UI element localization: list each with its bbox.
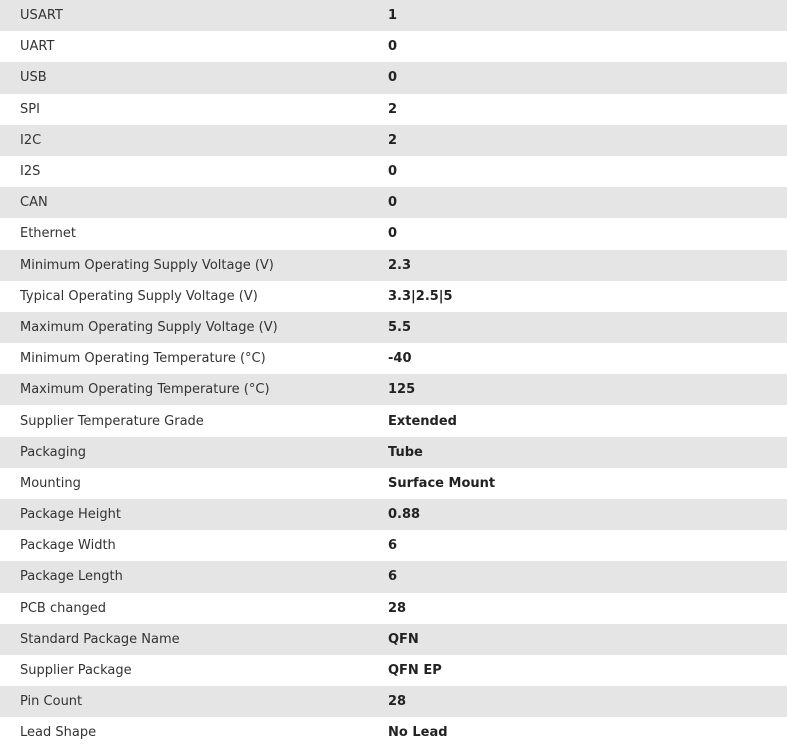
spec-row	[0, 281, 787, 312]
spec-row	[0, 686, 787, 717]
spec-value: 0	[388, 195, 398, 211]
spec-row	[0, 218, 787, 249]
spec-name: Maximum Operating Supply Voltage (V)	[20, 319, 278, 335]
spec-value: 5.5	[388, 319, 412, 335]
spec-value: 0.88	[388, 507, 421, 523]
spec-value: 125	[388, 382, 416, 398]
spec-name: Typical Operating Supply Voltage (V)	[20, 288, 258, 304]
spec-row	[0, 468, 787, 499]
spec-row	[0, 187, 787, 218]
spec-name: Package Width	[20, 538, 116, 554]
spec-name: Minimum Operating Supply Voltage (V)	[20, 257, 274, 273]
spec-row	[0, 0, 787, 31]
spec-value: 0	[388, 39, 398, 55]
spec-name: Maximum Operating Temperature (°C)	[20, 382, 270, 398]
spec-value: Surface Mount	[388, 475, 496, 491]
spec-row	[0, 405, 787, 436]
spec-row	[0, 624, 787, 655]
spec-value: -40	[388, 351, 412, 367]
spec-row	[0, 156, 787, 187]
spec-name: CAN	[20, 195, 48, 211]
spec-row	[0, 31, 787, 62]
spec-name: Pin Count	[20, 694, 83, 710]
spec-name: Package Height	[20, 507, 121, 523]
spec-row	[0, 530, 787, 561]
spec-row	[0, 593, 787, 624]
spec-name: Lead Shape	[20, 725, 97, 741]
spec-value: 0	[388, 164, 398, 180]
spec-row	[0, 343, 787, 374]
spec-row	[0, 374, 787, 405]
spec-value: QFN	[388, 631, 419, 647]
spec-name: SPI	[20, 101, 40, 117]
spec-name: USB	[20, 70, 47, 86]
spec-row	[0, 499, 787, 530]
spec-value: 2.3	[388, 257, 412, 273]
spec-name: Standard Package Name	[20, 631, 180, 647]
spec-value: 0	[388, 70, 398, 86]
spec-value: 6	[388, 538, 398, 554]
spec-value: 2	[388, 101, 398, 117]
spec-name: USART	[20, 8, 63, 24]
spec-name: UART	[20, 39, 55, 55]
spec-value: 3.3|2.5|5	[388, 288, 453, 304]
spec-value: Tube	[388, 444, 423, 460]
spec-row	[0, 125, 787, 156]
spec-name: PCB changed	[20, 600, 107, 616]
spec-name: Supplier Temperature Grade	[20, 413, 204, 429]
spec-name: Packaging	[20, 444, 86, 460]
spec-value: Extended	[388, 413, 457, 429]
spec-row	[0, 561, 787, 592]
spec-row	[0, 250, 787, 281]
spec-row	[0, 655, 787, 686]
spec-name: Supplier Package	[20, 663, 132, 679]
spec-row	[0, 312, 787, 343]
spec-value: 1	[388, 8, 398, 24]
spec-name: Package Length	[20, 569, 123, 585]
spec-name: Ethernet	[20, 226, 76, 242]
spec-value: 28	[388, 694, 407, 710]
spec-row	[0, 62, 787, 93]
spec-value: 28	[388, 600, 407, 616]
spec-row	[0, 437, 787, 468]
spec-value: No Lead	[388, 725, 448, 741]
spec-row	[0, 94, 787, 125]
spec-name: I2C	[20, 132, 42, 148]
spec-name: Minimum Operating Temperature (°C)	[20, 351, 266, 367]
spec-name: Mounting	[20, 475, 81, 491]
spec-value: 6	[388, 569, 398, 585]
spec-value: 0	[388, 226, 398, 242]
spec-value: QFN EP	[388, 663, 442, 679]
spec-name: I2S	[20, 164, 41, 180]
spec-row	[0, 717, 787, 748]
spec-value: 2	[388, 132, 398, 148]
